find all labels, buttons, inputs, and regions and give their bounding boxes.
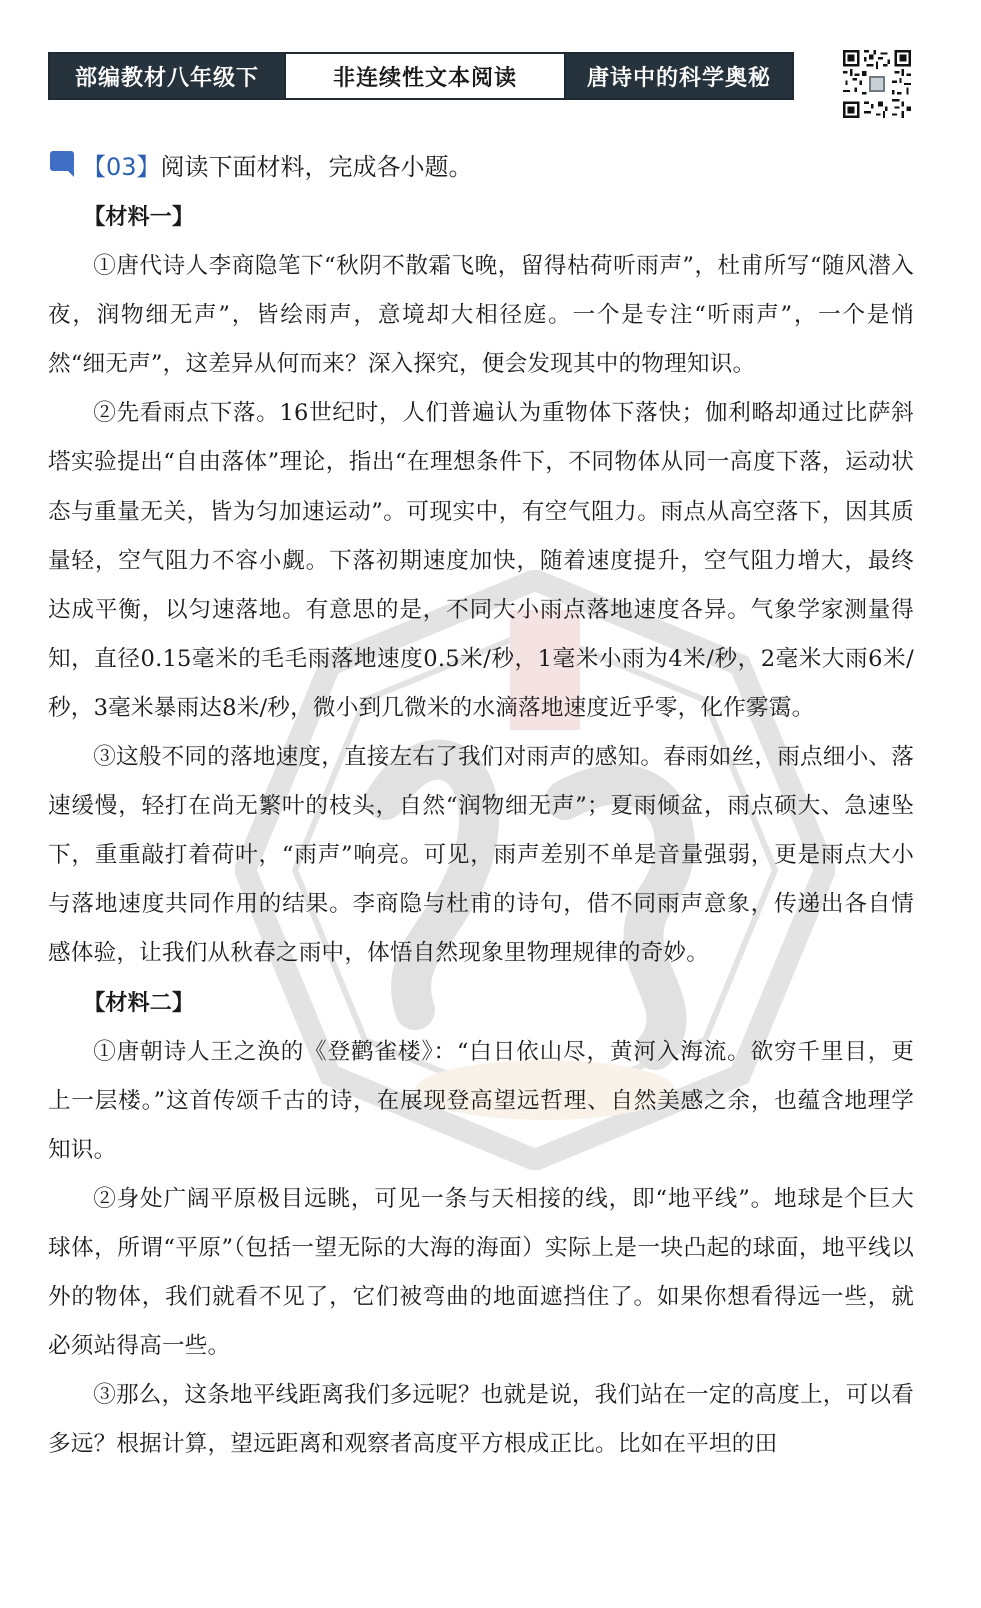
- comment-bubble-icon: [48, 149, 78, 179]
- header-title-label: 唐诗中的科学奥秘: [566, 54, 792, 98]
- header-grade-label: 部编教材八年级下: [50, 54, 284, 98]
- question-number: 【03】: [82, 152, 161, 181]
- reading-passage: [48, 193, 914, 1469]
- question-instruction: 阅读下面材料，完成各小题。: [160, 152, 473, 181]
- material-one-paragraph-2: ②先看雨点下落。16世纪时，人们普遍认为重物体下落快；伽利略却通过比萨斜塔实验提出“自由落体”理论，指出“在理想条件下，不同物体从同一高度下落，运动状态与重量无关，皆为匀加速运动”。可现实中，有空气阻力。雨点从高空落下，因其质量轻，空气阻力不容小觑。下落初期速度加快，随着速度提升，空气阻力增大，最终达成平衡，以匀速落地。有意思的是，不同大小雨点落地速度各异。气象学家测量得知，直径0.15毫米的毛毛雨落地速度0.5米/秒，1毫米小雨为4米/秒，2毫米大雨6米/秒，3毫米暴雨达8米/秒，微小到几微米的水滴落地速度近乎零，化作雾霭。: [48, 400, 914, 721]
- material-one-title: 【材料一】: [83, 205, 195, 230]
- material-two-paragraph-3: ③那么，这条地平线距离我们多远呢？也就是说，我们站在一定的高度上，可以看多远？根据计算，望远距离和观察者高度平方根成正比。比如在平坦的田: [48, 1382, 914, 1458]
- question-heading: [48, 144, 473, 184]
- material-two-paragraph-2: ②身处广阔平原极目远眺，可见一条与天相接的线，即“地平线”。地球是个巨大球体，所谓“平原”（包括一望无际的大海的海面）实际上是一块凸起的球面，地平线以外的物体，我们就看不见了，它们被弯曲的地面遮挡住了。如果你想看得远一些，就必须站得高一些。: [48, 1185, 914, 1360]
- material-one-paragraph-3: ③这般不同的落地速度，直接左右了我们对雨声的感知。春雨如丝，雨点细小、落速缓慢，轻打在尚无繁叶的枝头，自然“润物细无声”；夏雨倾盆，雨点硕大、急速坠下，重重敲打着荷叶，“雨声”响亮。可见，雨声差别不单是音量强弱，更是雨点大小与落地速度共同作用的结果。李商隐与杜甫的诗句，借不同雨声意象，传递出各自情感体验，让我们从秋春之雨中，体悟自然现象里物理规律的奇妙。: [48, 744, 914, 967]
- header-bar: [48, 52, 794, 100]
- material-two-title: 【材料二】: [83, 990, 195, 1016]
- qr-code-icon[interactable]: [843, 50, 911, 118]
- material-two-paragraph-1: ①唐朝诗人王之涣的《登鹳雀楼》：“白日依山尽，黄河入海流。欲穷千里目，更上一层楼。”这首传颂千古的诗，在展现登高望远哲理、自然美感之余，也蕴含地理学知识。: [48, 1038, 914, 1163]
- material-one-paragraph-1: ①唐代诗人李商隐笔下“秋阴不散霜飞晚，留得枯荷听雨声”，杜甫所写“随风潜入夜，润物细无声”，皆绘雨声，意境却大相径庭。一个是专注“听雨声”，一个是悄然“细无声”，这差异从何而来？深入探究，便会发现其中的物理知识。: [48, 253, 914, 378]
- header-topic-label: 非连续性文本阅读: [284, 54, 566, 98]
